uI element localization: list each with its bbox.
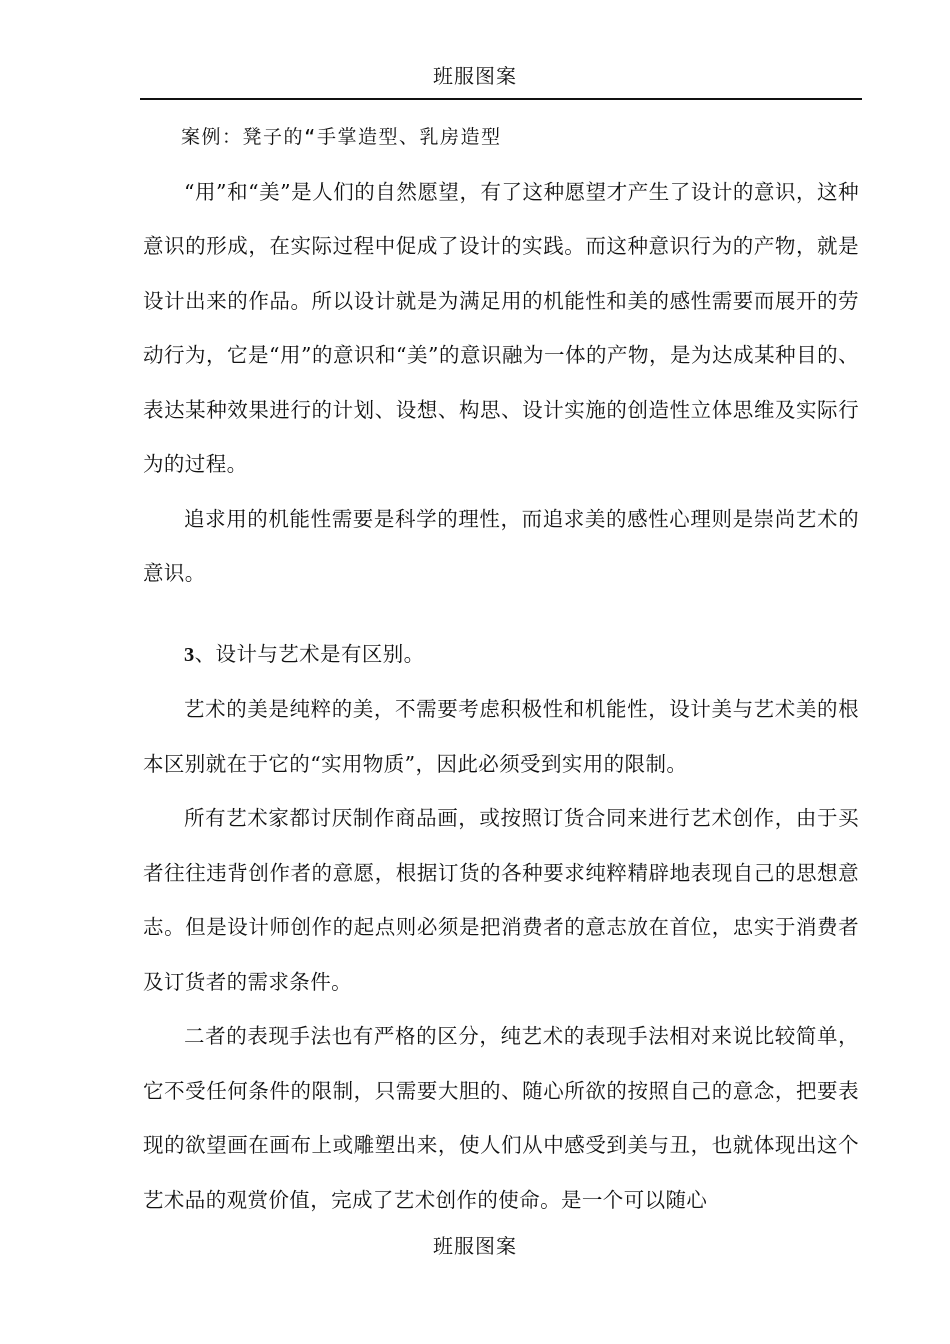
- page-header: 班服图案: [433, 64, 517, 88]
- section-heading-text: 、设计与艺术是有区别。: [194, 641, 425, 666]
- header-rule: [140, 98, 862, 100]
- paragraph-1: “用”和“美”是人们的自然愿望，有了这种愿望才产生了设计的意识，这种意识的形成，在实际过程中促成了设计的实践。而这种意识行为的产物，就是设计出来的作品。所以设计就是为满足用的机能性和美的感性需要而展开的劳动行为，它是“用”的意识和“美”的意识融为一体的产物，是为达成某种目的、表达某种效果进行的计划、设想、构思、设计实施的创造性立体思维及实际行为的过程。: [143, 179, 859, 476]
- paragraph-3: 艺术的美是纯粹的美，不需要考虑积极性和机能性，设计美与艺术美的根本区别就在于它的“实用物质”，因此必须受到实用的限制。: [143, 697, 859, 776]
- section-heading: [143, 627, 859, 683]
- page-footer: 班服图案: [433, 1234, 517, 1258]
- section-number: 3: [184, 643, 195, 666]
- paragraph-5: 二者的表现手法也有严格的区分，纯艺术的表现手法相对来说比较简单，它不受任何条件的限制，只需要大胆的、随心所欲的按照自己的意念，把要表现的欲望画在画布上或雕塑出来，使人们从中感受到美与丑，也就体现出这个艺术品的观赏价值，完成了艺术创作的使命。是一个可以随心: [143, 1024, 859, 1212]
- paragraph-2: 追求用的机能性需要是科学的理性，而追求美的感性心理则是崇尚艺术的意识。: [143, 506, 859, 585]
- paragraph-4: 所有艺术家都讨厌制作商品画，或按照订货合同来进行艺术创作，由于买者往往违背创作者的意愿，根据订货的各种要求纯粹精辟地表现自己的思想意志。但是设计师创作的起点则必须是把消费者的意志放在首位，忠实于消费者及订货者的需求条件。: [143, 806, 859, 994]
- document-body: [143, 110, 859, 1227]
- section-spacer: [143, 601, 859, 627]
- case-line: 案例：凳子的“手掌造型、乳房造型: [181, 126, 502, 148]
